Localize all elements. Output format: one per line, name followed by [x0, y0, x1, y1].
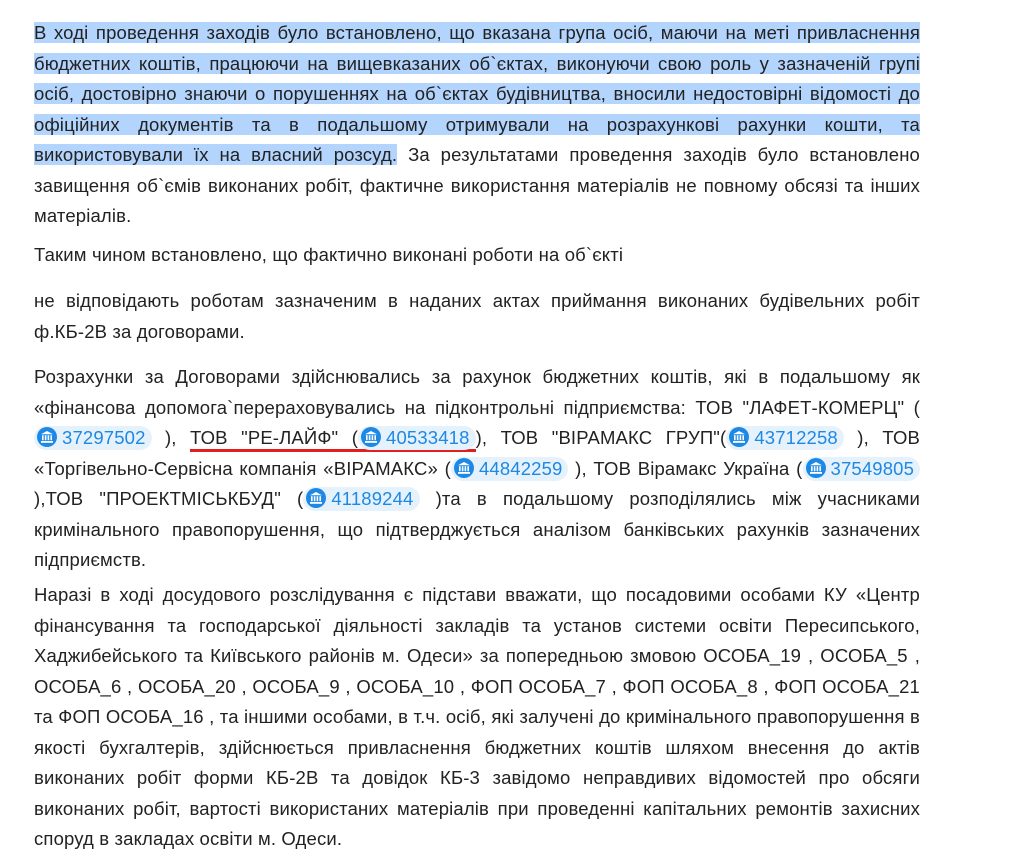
company-code: 43712258: [754, 427, 838, 448]
company-code-chip[interactable]: [34, 426, 152, 450]
paragraph-4: Розрахунки за Договорами здійснювались за рахунок бюджетних коштів, які в подальшому як «фінансова допомога`перераховувались на підконтрольні підприємства: ТОВ "ЛАФЕТ-КОМЕРЦ" ( 37297502 ), ТОВ "РЕ-ЛАЙФ" ( 40533418 ), ТОВ "ВІРАМАКС ГРУП"( 43712258 ), ТОВ «Торгівельно-Сервісна компанія «ВІРАМАКС» ( 44842259 ), ТОВ Вірамакс Україна ( 37549805 ),ТОВ "ПРОЕКТМІСЬКБУД" ( 41189244 )та в подальшому розподілялись між учасниками кримінального правопорушення, що підтверджується аналізом банківських рахунків зазначених підприємств.: [34, 366, 920, 570]
company-name: ТОВ "РЕ-ЛАЙФ" (: [190, 427, 359, 448]
company-code-chip[interactable]: [358, 426, 476, 450]
company-name: ТОВ Вірамакс Україна: [593, 457, 790, 479]
bank-building-icon: [729, 427, 749, 447]
company-code: 44842259: [478, 457, 563, 479]
paragraph-1-rest: За результатами проведення заходів було встановлено завищення об`ємів виконаних робіт, фактичне використання матеріалів не повному обсязі та інших матеріалів.: [34, 144, 920, 226]
company-code-chip[interactable]: [303, 487, 419, 511]
underlined-company-ref: [190, 427, 476, 452]
bank-building-icon: [37, 427, 57, 447]
company-name: ,ТОВ "ПРОЕКТМІСЬКБУД" (: [40, 488, 304, 509]
paragraph-3: не відповідають роботам зазначеним в наданих актах приймання виконаних будівельних робіт ф.КБ-2В за договорами.: [34, 290, 920, 342]
company-name: ТОВ "ВІРАМАКС ГРУП"(: [500, 427, 727, 448]
company-name: ТОВ «Торгівельно-Сервісна компанія «ВІРАМАКС»: [34, 427, 920, 479]
company-code: 41189244: [331, 488, 414, 509]
bank-building-icon: [306, 488, 326, 508]
bank-building-icon: [454, 458, 474, 478]
bank-building-icon: [361, 427, 381, 447]
paragraph-5: Наразі в ході досудового розслідування є підстави вважати, що посадовими особами КУ «Центр фінансування та господарської діяльності закладів та установ системи освіти Пересипського, Хаджибейського та Київського районів м. Одеси» за попередньою змовою ОСОБА_19 , ОСОБА_5 , ОСОБА_6 , ОСОБА_20 , ОСОБА_9 , ОСОБА_10 , ФОП ОСОБА_7 , ФОП ОСОБА_8 , ФОП ОСОБА_21 та ФОП ОСОБА_16 , та іншими особами, в т.ч. осіб, які залучені до кримінального правопорушення в якості бухгалтерів, здійснюється привласнення бюджетних коштів шляхом внесення до актів виконаних робіт форми КБ-2В та довідок КБ-3 завідомо неправдивих відомостей про обсяги виконаних робіт, вартості використаних матеріалів при проведенні капітальних ремонтів захисних споруд в закладах освіти м. Одеси.: [34, 584, 920, 849]
bank-building-icon: [806, 458, 826, 478]
company-code-chip[interactable]: [726, 426, 844, 450]
company-code: 40533418: [386, 427, 470, 448]
paragraph-1: [34, 18, 920, 232]
paragraph-4-intro: Розрахунки за Договорами здійснювались за рахунок бюджетних коштів, які в подальшому як «фінансова допомога`перераховувались на підконтрольні підприємства: ТОВ "ЛАФЕТ-КОМЕРЦ": [34, 366, 920, 418]
company-code-chip[interactable]: [451, 457, 569, 481]
paragraph-2: Таким чином встановлено, що фактично виконані роботи на об`єкті: [34, 244, 624, 265]
company-code: 37297502: [62, 427, 146, 448]
company-code-chip[interactable]: [803, 457, 921, 481]
paragraph-4-outro: )та в подальшому розподілялись між учасниками кримінального правопорушення, що підтверджується аналізом банківських рахунків зазначених підприємств.: [34, 488, 920, 570]
selected-text: В ході проведення заходів було встановлено, що вказана група осіб, маючи на меті привласнення бюджетних коштів, працюючи на вищевказаних об`єктах, виконуючи свою роль у зазначеній групі осіб, достовірно знаючи о порушеннях на об`єктах будівництва, вносили недостовірні відомості до офіційних документів та в подальшому отримували на розрахункові рахунки кошти, та використовували їх на власний розсуд.: [34, 22, 920, 165]
company-code: 37549805: [830, 457, 915, 479]
